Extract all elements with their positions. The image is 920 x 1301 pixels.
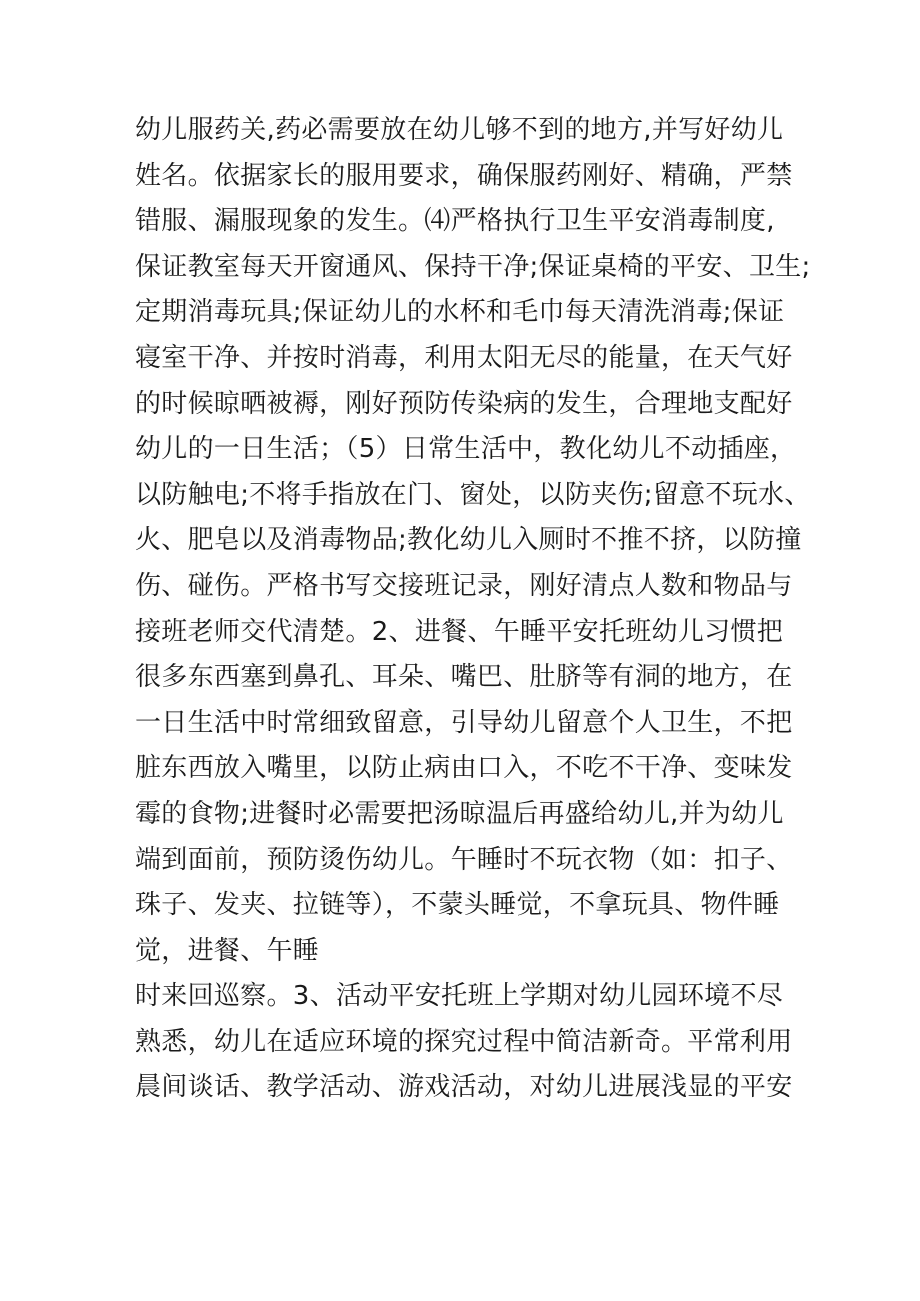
- text-line: 保证教室每天开窗通风、保持干净;保证桌椅的平安、卫生;: [135, 251, 811, 282]
- text-line: 熟悉，幼儿在适应环境的探究过程中简洁新奇。平常利用: [135, 1026, 793, 1057]
- text-line: 时来回巡察。3、活动平安托班上学期对幼儿园环境不尽: [135, 981, 784, 1012]
- text-line: 幼儿的一日生活；（5）日常生活中，教化幼儿不动插座，: [135, 434, 797, 465]
- text-line: 脏东西放入嘴里，以防止病由口入，不吃不干净、变味发: [135, 753, 793, 784]
- text-line: 定期消毒玩具;保证幼儿的水杯和毛巾每天清洗消毒;保证: [135, 297, 785, 328]
- text-line: 错服、漏服现象的发生。⑷严格执行卫生平安消毒制度,: [135, 206, 775, 237]
- text-line: 霉的食物;进餐时必需要把汤晾温后再盛给幼儿,并为幼儿: [135, 798, 784, 829]
- text-line: 很多东西塞到鼻孔、耳朵、嘴巴、肚脐等有洞的地方，在: [135, 662, 793, 693]
- text-line: 火、肥皂以及消毒物品;教化幼儿入厕时不推不挤，以防撞: [135, 525, 802, 556]
- text-line: 一日生活中时常细致留意，引导幼儿留意个人卫生，不把: [135, 707, 793, 738]
- text-line: 觉，进餐、午睡: [135, 935, 320, 966]
- text-line: 珠子、发夹、拉链等），不蒙头睡觉，不拿玩具、物件睡: [135, 890, 780, 921]
- text-line: 以防触电;不将手指放在门、窗处，以防夹伤;留意不玩水、: [135, 479, 811, 510]
- text-line: 幼儿服药关,药必需要放在幼儿够不到的地方,并写好幼儿: [135, 115, 784, 145]
- text-line: 寝室干净、并按时消毒，利用太阳无尽的能量，在天气好: [135, 342, 793, 373]
- text-line: 伤、碰伤。严格书写交接班记录，刚好清点人数和物品与: [135, 570, 793, 601]
- text-line: 的时候晾晒被褥，刚好预防传染病的发生，合理地支配好: [135, 388, 793, 419]
- text-line: 端到面前，预防烫伤幼儿。午睡时不玩衣物（如：扣子、: [135, 844, 793, 875]
- body-text: [135, 108, 815, 1111]
- text-line: 接班老师交代清楚。2、进餐、午睡平安托班幼儿习惯把: [135, 616, 784, 647]
- text-line: 晨间谈话、教学活动、游戏活动，对幼儿进展浅显的平安: [135, 1072, 793, 1103]
- text-line: 姓名。依据家长的服用要求，确保服药刚好、精确，严禁: [135, 160, 793, 191]
